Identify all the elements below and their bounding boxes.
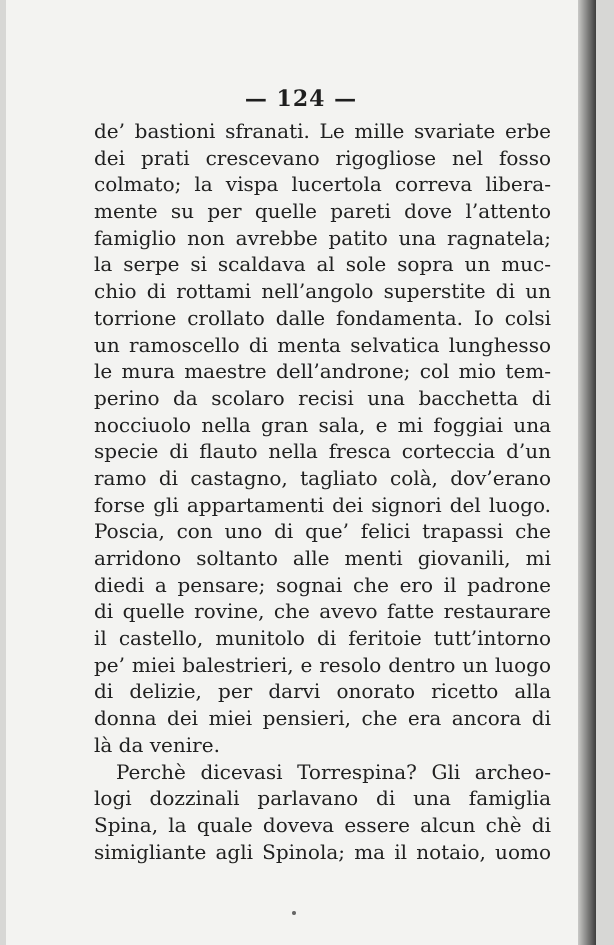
text-line: mente su per quelle pareti dove l’attento [94,199,551,224]
text-line: dei prati crescevano rigogliose nel fosso [94,145,551,170]
text-line: forse gli appartamenti dei signori del luogo. [94,492,551,517]
print-dot [292,911,296,915]
book-page [6,0,596,945]
text-line: chio di rottami nell’angolo superstite di un [94,279,551,304]
body-text [94,118,551,865]
text-line: arridono soltanto alle menti giovanili, mi [94,546,551,570]
text-line: di delizie, per darvi onorato ricetto alla [94,679,551,704]
text-line: de’ bastioni sfranati. Le mille svariate erbe [94,119,551,143]
text-line: le mura maestre dell’androne; col mio tem- [94,359,551,384]
text-line: simigliante agli Spinola; ma il notaio, uomo [94,839,551,864]
text-line: Poscia, con uno di que’ felici trapassi che [94,519,551,544]
page-number: — 124 — [244,86,358,112]
text-line: un ramoscello di menta selvatica lunghesso [94,332,551,357]
text-line: famiglio non avrebbe patito una ragnatela; [94,225,551,250]
text-line: là da venire. [94,732,220,757]
text-line: pe’ miei balestrieri, e resolo dentro un luogo [94,652,551,677]
text-line: torrione crollato dalle fondamenta. Io colsi [94,305,551,330]
text-line: il castello, munitolo di feritoie tutt’intorno [94,626,551,651]
text-line: perino da scolaro recisi una bacchetta di [94,385,551,410]
text-line: ramo di castagno, tagliato colà, dov’erano [94,465,551,490]
text-line: Spina, la quale doveva essere alcun chè di [94,812,551,837]
text-line: di quelle rovine, che avevo fatte restaurare [94,599,551,624]
text-line: Perchè dicevasi Torrespina? Gli archeo- [116,759,551,784]
text-line: logi dozzinali parlavano di una famiglia [94,786,551,811]
text-line: donna dei miei pensieri, che era ancora di [94,706,551,731]
page-edge-shadow [578,0,596,945]
text-line: colmato; la vispa lucertola correva libera- [94,172,551,197]
text-line: specie di flauto nella fresca corteccia d’un [94,439,551,464]
text-line: nocciuolo nella gran sala, e mi foggiai una [94,412,551,437]
text-line: la serpe si scaldava al sole sopra un muc- [94,252,551,277]
text-line: diedi a pensare; sognai che ero il padrone [94,572,551,597]
